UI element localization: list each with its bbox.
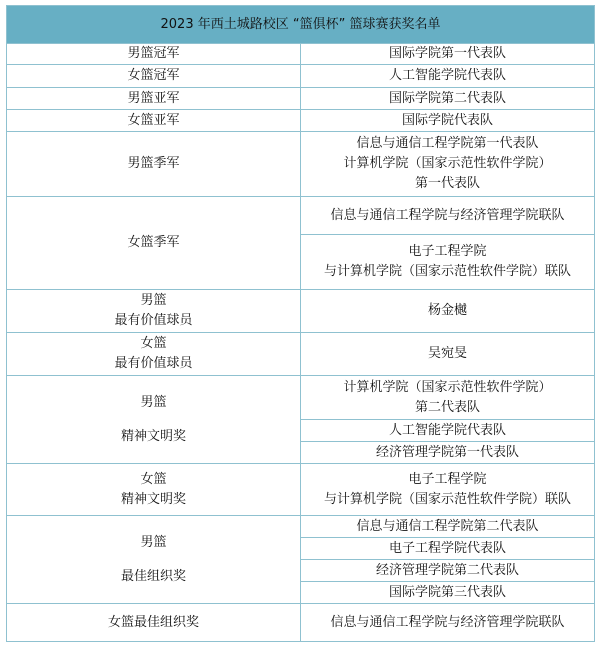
award-name — [7, 333, 301, 376]
winner-team: 信息与通信工程学院与经济管理学院联队 — [301, 604, 595, 642]
award-name — [7, 376, 301, 464]
team-line: 计算机学院（国家示范性软件学院） — [343, 379, 552, 395]
award-name: 女篮最佳组织奖 — [7, 604, 301, 642]
award-name — [7, 464, 301, 516]
award-line: 男篮 — [140, 293, 167, 308]
winner-team — [301, 376, 595, 420]
award-name: 男篮冠军 — [7, 44, 301, 65]
winner-team: 经济管理学院第一代表队 — [301, 442, 595, 464]
winner-team: 电子工程学院代表队 — [301, 538, 595, 560]
winner-team: 经济管理学院第二代表队 — [301, 560, 595, 582]
winner-team — [301, 464, 595, 516]
winner-team — [301, 132, 595, 197]
award-line: 女篮 — [140, 336, 167, 351]
award-line: 最佳组织奖 — [120, 568, 186, 584]
award-line: 男篮 — [140, 394, 167, 410]
award-name: 男篮季军 — [7, 132, 301, 197]
winner-team: 信息与通信工程学院与经济管理学院联队 — [301, 197, 595, 235]
award-name — [7, 290, 301, 333]
winner-team: 人工智能学院代表队 — [301, 420, 595, 442]
team-line: 电子工程学院 — [408, 471, 487, 487]
award-name: 女篮冠军 — [7, 65, 301, 88]
winner-team: 国际学院第一代表队 — [301, 44, 595, 65]
award-line: 最有价值球员 — [114, 313, 193, 328]
winner-player: 吴宛旻 — [301, 333, 595, 376]
winner-team: 信息与通信工程学院第二代表队 — [301, 516, 595, 538]
winner-team: 人工智能学院代表队 — [301, 65, 595, 88]
team-line: 与计算机学院（国家示范性软件学院）联队 — [323, 264, 571, 279]
winner-team: 国际学院第三代表队 — [301, 582, 595, 604]
winner-team: 国际学院代表队 — [301, 110, 595, 132]
team-line: 信息与通信工程学院第一代表队 — [356, 136, 539, 151]
award-name — [7, 516, 301, 604]
team-line: 与计算机学院（国家示范性软件学院）联队 — [323, 491, 571, 507]
team-line: 计算机学院（国家示范性软件学院） — [343, 156, 552, 171]
table-title: 2023 年西土城路校区 “篮俱杯” 篮球赛获奖名单 — [7, 6, 595, 44]
winner-team — [301, 235, 595, 290]
winner-team: 国际学院第二代表队 — [301, 88, 595, 110]
team-line: 第一代表队 — [414, 176, 480, 191]
winner-player: 杨金樾 — [301, 290, 595, 333]
award-name: 女篮亚军 — [7, 110, 301, 132]
award-name: 男篮亚军 — [7, 88, 301, 110]
award-name: 女篮季军 — [7, 197, 301, 290]
award-line: 女篮 — [140, 471, 167, 487]
award-line: 最有价值球员 — [114, 356, 193, 371]
team-line: 第二代表队 — [414, 399, 480, 415]
team-line: 电子工程学院 — [408, 244, 487, 259]
award-line: 精神文明奖 — [120, 428, 186, 444]
award-line: 精神文明奖 — [120, 491, 186, 507]
award-line: 男篮 — [140, 534, 167, 550]
award-list-table — [6, 5, 595, 642]
